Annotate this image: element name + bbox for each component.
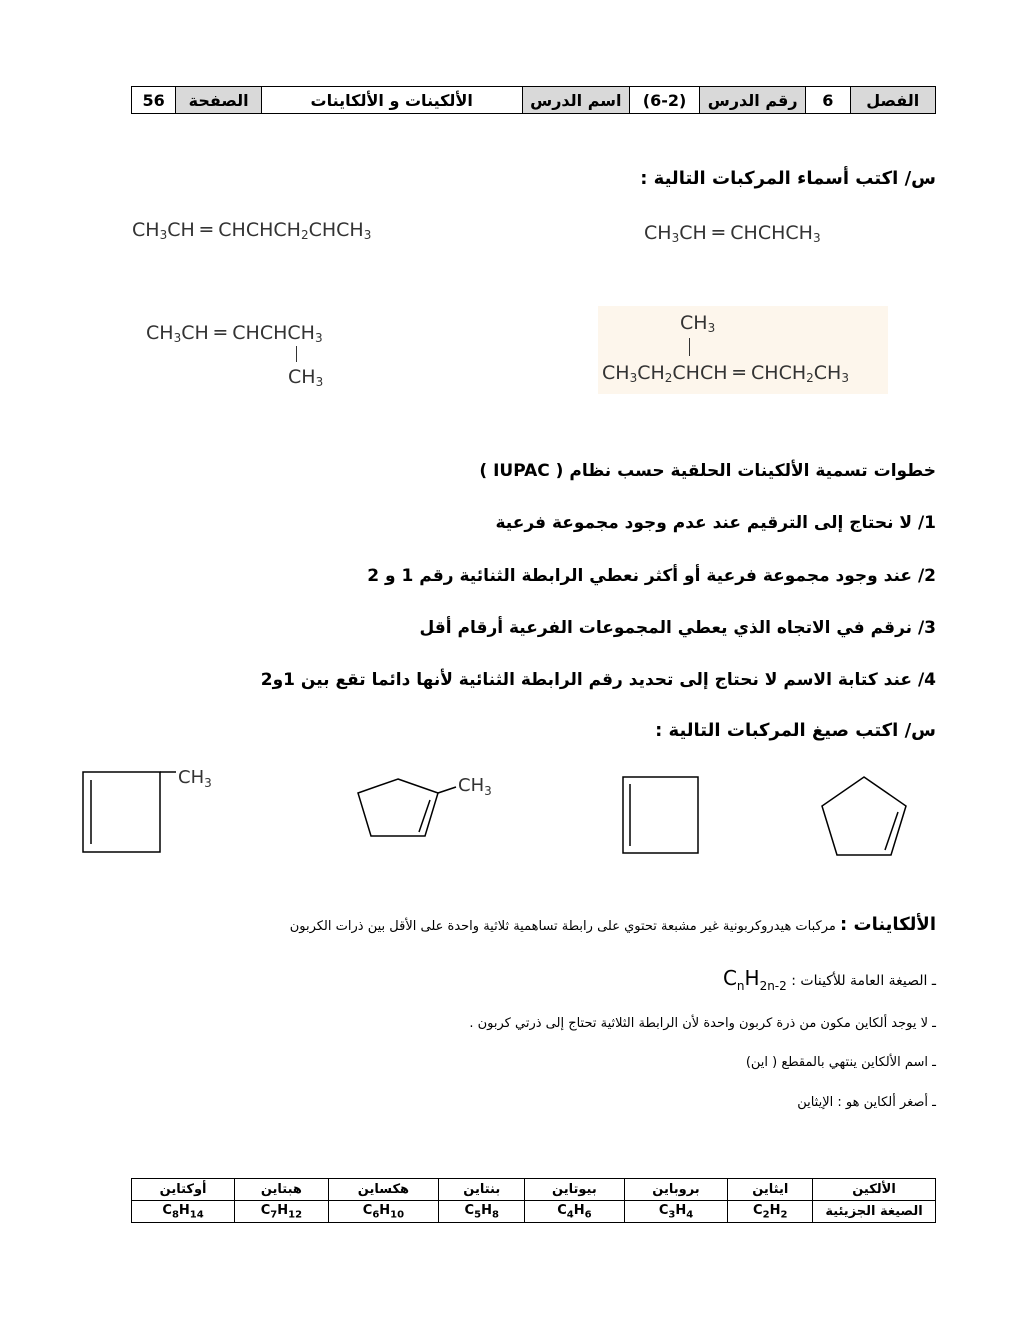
table-cell: $C_2H_2$ <box>728 1201 813 1223</box>
note-2: ـ اسم الألكاين ينتهي بالمقطع ( اين) <box>745 1055 936 1070</box>
table-cell: $C_6H_{10}$ <box>328 1201 439 1223</box>
table-cell: $C_5H_8$ <box>439 1201 525 1223</box>
cyclopentene-structure <box>822 777 906 855</box>
cyclobutene-structure <box>623 777 698 853</box>
general-formula-line <box>723 966 936 993</box>
table-cell: $C_7H_{12}$ <box>235 1201 329 1223</box>
table-cell: $C_8H_{14}$ <box>132 1201 235 1223</box>
alkynes-term: الألكاينات : <box>840 914 936 935</box>
question-2: س/ اكتب صيغ المركبات التالية : <box>655 720 936 741</box>
question-1: س/ اكتب أسماء المركبات التالية : <box>640 168 936 189</box>
row-label-alkyne: الألكين <box>813 1179 936 1201</box>
page-value: 56 <box>132 87 176 114</box>
general-formula: $C_nH_{2n-2}$ <box>722 966 787 993</box>
alkyne-table <box>131 1178 936 1223</box>
table-row <box>132 1201 936 1223</box>
row-label-formula: الصيغة الجزيئية <box>813 1201 936 1223</box>
table-cell: ايثاين <box>728 1179 813 1201</box>
compound-3: $CH_3CH$ ═ $CHCHCH_3$ $CH_3$ <box>146 322 324 389</box>
methylcyclopentene-structure <box>358 779 456 836</box>
note-3: ـ أصغر ألكاين هو : الإيثاين <box>797 1095 936 1110</box>
table-cell: $C_3H_4$ <box>624 1201 728 1223</box>
compound-2: $CH_3CH$ ═ $CHCHCH_2CHCH_3$ <box>132 219 372 242</box>
ch3-sub: 3 <box>204 776 212 790</box>
alkynes-definition: مركبات هيدروكربونية غير مشبعة تحتوي على رابطة تساهمية ثلاثية واحدة على الأقل بين ذرات الكربون <box>289 919 836 934</box>
table-cell: أوكتاين <box>132 1179 235 1201</box>
ch3-sub: 3 <box>484 784 492 798</box>
lesson-name-value: الألكينات و الألكاينات <box>261 87 522 114</box>
iupac-step-1: 1/ لا نحتاج إلى الترقيم عند عدم وجود مجموعة فرعية <box>495 513 936 533</box>
lesson-name-label: اسم الدرس <box>522 87 630 114</box>
table-cell: بنتاين <box>439 1179 525 1201</box>
chapter-label: الفصل <box>850 87 936 114</box>
compound-4: $CH_3$ $CH_3CH_2CHCH$ ═ $CHCH_2CH_3$ <box>598 306 888 394</box>
iupac-step-3: 3/ نرقم في الاتجاه الذي يعطي المجموعات الفرعية أرقام أقل <box>419 618 936 638</box>
lesson-number-label: رقم الدرس <box>700 87 806 114</box>
ring-structures <box>0 760 1020 870</box>
page-label: الصفحة <box>176 87 262 114</box>
table-cell: بيوتاين <box>525 1179 624 1201</box>
iupac-step-4: 4/ عند كتابة الاسم لا نحتاج إلى تحديد رقم الرابطة الثنائية لأنها دائما تقع بين 1و2 <box>260 670 936 690</box>
table-row <box>132 1179 936 1201</box>
lesson-number-value: (6-2) <box>630 87 700 114</box>
iupac-step-2: 2/ عند وجود مجموعة فرعية أو أكثر نعطي الرابطة الثنائية رقم 1 و 2 <box>367 566 936 586</box>
iupac-title: خطوات تسمية الألكينات الحلقية حسب نظام ( IUPAC ) <box>479 461 936 481</box>
compound-1: $CH_3CH$ ═ $CHCHCH_3$ <box>644 222 821 245</box>
header-table <box>131 86 936 114</box>
general-formula-label: ـ الصيغة العامة للأكينات : <box>791 973 936 989</box>
table-cell: هكساين <box>328 1179 439 1201</box>
methylcyclobutene-structure <box>83 772 176 852</box>
ch3-label-a: $CH_3$ <box>178 767 212 790</box>
chapter-value: 6 <box>806 87 850 114</box>
table-cell: هبتاين <box>235 1179 329 1201</box>
table-cell: بروباين <box>624 1179 728 1201</box>
ch3-label-b: $CH_3$ <box>458 775 492 798</box>
note-1: ـ لا يوجد ألكاين مكون من ذرة كربون واحدة لأن الرابطة الثلاثية تحتاج إلى ذرتي كربون . <box>469 1016 936 1031</box>
alkynes-definition-line <box>290 914 936 935</box>
table-cell: $C_4H_6$ <box>525 1201 624 1223</box>
